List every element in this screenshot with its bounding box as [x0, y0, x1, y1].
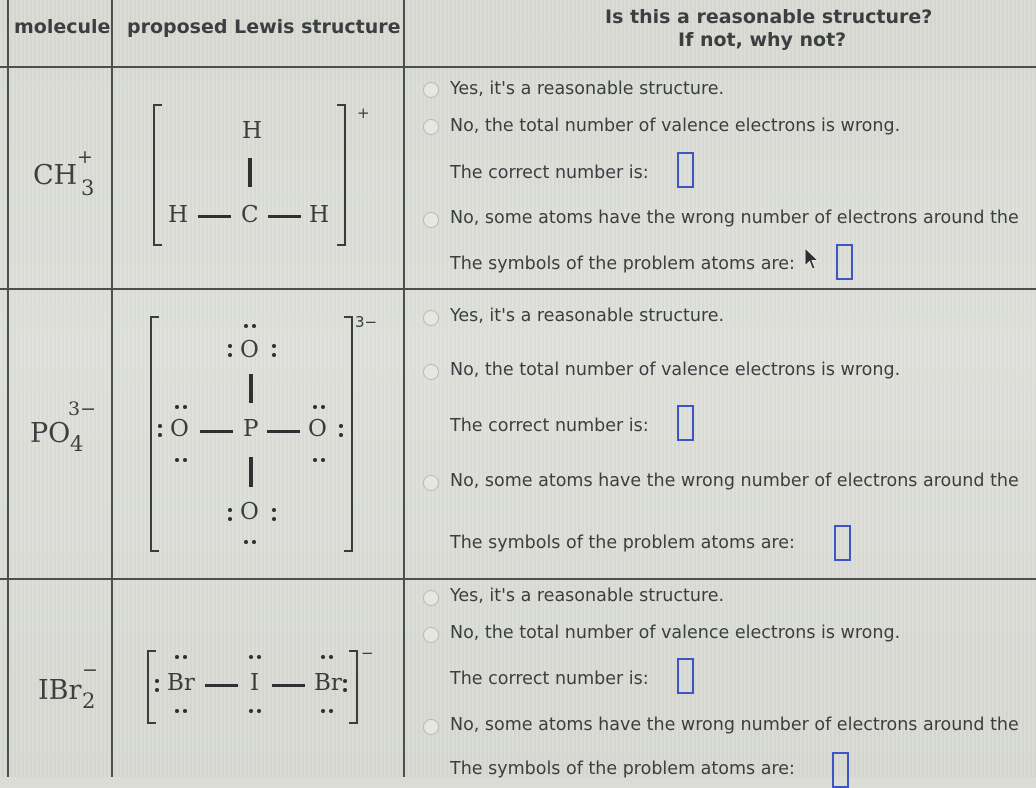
bond-p-o-right	[267, 430, 300, 433]
header-lewis-structure: proposed Lewis structure	[127, 16, 401, 38]
table-border-left	[7, 0, 9, 777]
molecule-formula: IBr	[38, 675, 82, 706]
structure-charge: +	[357, 104, 370, 122]
correct-number-label: The correct number is:	[450, 416, 649, 436]
lone-pair-dot	[158, 433, 162, 437]
problem-atoms-input-row1[interactable]	[836, 244, 853, 280]
bond-i-br-left	[205, 684, 238, 687]
option-wrong-total-label[interactable]: No, the total number of valence electrons is wrong.	[450, 116, 901, 136]
lone-pair-dot	[228, 517, 232, 521]
atom-h-left: H	[168, 202, 189, 228]
molecule-charge: −	[82, 659, 98, 681]
lone-pair-dot	[175, 458, 179, 462]
option-wrong-atoms-label[interactable]: No, some atoms have the wrong number of electrons around the	[450, 715, 1019, 735]
lone-pair-dot	[183, 458, 187, 462]
lone-pair-dot	[257, 709, 261, 713]
atom-i: I	[250, 670, 260, 696]
atom-o-bottom: O	[240, 499, 259, 525]
bracket-right	[337, 104, 346, 246]
bond-p-o-left	[200, 430, 233, 433]
lone-pair-dot	[257, 655, 261, 659]
molecule-subscript: 2	[82, 689, 96, 713]
bond-p-o-top	[249, 374, 253, 403]
radio-wrong-total-row1[interactable]	[423, 119, 439, 135]
molecule-po4-3minus	[30, 398, 97, 456]
correct-number-input-row1[interactable]	[677, 152, 694, 188]
bond-i-br-right	[272, 684, 305, 687]
row-divider-2	[0, 578, 1036, 580]
lone-pair-dot	[249, 709, 253, 713]
bracket-right	[344, 316, 353, 552]
radio-wrong-total-row2[interactable]	[423, 364, 439, 380]
structure-charge: −	[361, 644, 374, 662]
atom-o-right: O	[308, 416, 327, 442]
lone-pair-dot	[155, 688, 159, 692]
bracket-left	[147, 650, 156, 724]
atom-h-top: H	[242, 118, 263, 144]
lone-pair-dot	[321, 458, 325, 462]
option-wrong-total-label[interactable]: No, the total number of valence electrons is wrong.	[450, 360, 901, 380]
bond-c-h-top	[248, 158, 252, 187]
lone-pair-dot	[272, 508, 276, 512]
lone-pair-dot	[249, 655, 253, 659]
molecule-charge: 3−	[68, 398, 97, 420]
header-question-line1: Is this a reasonable structure?	[605, 6, 933, 28]
radio-wrong-atoms-row2[interactable]	[423, 475, 439, 491]
lone-pair-dot	[155, 679, 159, 683]
atom-o-top: O	[240, 337, 259, 363]
lone-pair-dot	[272, 353, 276, 357]
option-wrong-atoms-label[interactable]: No, some atoms have the wrong number of electrons around the	[450, 208, 1019, 228]
radio-yes-reasonable-row1[interactable]	[423, 82, 439, 98]
column-divider-1	[111, 0, 113, 777]
correct-number-label: The correct number is:	[450, 163, 649, 183]
molecule-ch3-plus	[33, 146, 95, 200]
molecule-ibr2-minus	[38, 659, 98, 713]
problem-atoms-label: The symbols of the problem atoms are:	[450, 533, 795, 553]
header-divider	[0, 66, 1036, 68]
atom-h-right: H	[309, 202, 330, 228]
lone-pair-dot	[313, 405, 317, 409]
lone-pair-dot	[183, 655, 187, 659]
option-wrong-atoms-label[interactable]: No, some atoms have the wrong number of electrons around the	[450, 471, 1019, 491]
option-yes-label[interactable]: Yes, it's a reasonable structure.	[450, 79, 725, 99]
lone-pair-dot	[183, 405, 187, 409]
problem-atoms-input-row2[interactable]	[834, 525, 851, 561]
lone-pair-dot	[272, 344, 276, 348]
atom-br-left: Br	[167, 670, 195, 696]
problem-atoms-input-row3[interactable]	[832, 752, 849, 788]
lone-pair-dot	[339, 433, 343, 437]
lone-pair-dot	[175, 405, 179, 409]
atom-o-left: O	[170, 416, 189, 442]
lone-pair-dot	[252, 324, 256, 328]
lone-pair-dot	[329, 709, 333, 713]
lone-pair-dot	[228, 508, 232, 512]
problem-atoms-label: The symbols of the problem atoms are:	[450, 254, 795, 274]
radio-yes-reasonable-row3[interactable]	[423, 590, 439, 606]
lone-pair-dot	[321, 405, 325, 409]
column-divider-2	[403, 0, 405, 777]
option-wrong-total-label[interactable]: No, the total number of valence electrons is wrong.	[450, 623, 901, 643]
lone-pair-dot	[183, 709, 187, 713]
lone-pair-dot	[339, 424, 343, 428]
lone-pair-dot	[321, 655, 325, 659]
structure-charge: 3−	[355, 313, 378, 331]
option-yes-label[interactable]: Yes, it's a reasonable structure.	[450, 586, 725, 606]
header-molecule: molecule	[14, 16, 111, 38]
lone-pair-dot	[329, 655, 333, 659]
bond-c-h-right	[268, 215, 301, 218]
bracket-left	[153, 104, 162, 246]
option-yes-label[interactable]: Yes, it's a reasonable structure.	[450, 306, 725, 326]
radio-wrong-total-row3[interactable]	[423, 627, 439, 643]
header-question-line2: If not, why not?	[678, 29, 847, 51]
lone-pair-dot	[252, 540, 256, 544]
atom-br-right: Br	[314, 670, 342, 696]
bracket-right	[349, 650, 358, 724]
molecule-subscript: 4	[70, 432, 84, 456]
bond-c-h-left	[198, 215, 231, 218]
molecule-charge: +	[77, 146, 93, 168]
radio-wrong-atoms-row3[interactable]	[423, 719, 439, 735]
lone-pair-dot	[313, 458, 317, 462]
problem-atoms-label: The symbols of the problem atoms are:	[450, 759, 795, 779]
atom-c: C	[241, 202, 259, 228]
molecule-formula: CH	[33, 160, 78, 191]
mouse-pointer-icon	[804, 247, 820, 271]
lone-pair-dot	[343, 688, 347, 692]
molecule-formula: PO	[30, 418, 71, 449]
radio-yes-reasonable-row2[interactable]	[423, 310, 439, 326]
correct-number-input-row2[interactable]	[677, 405, 694, 441]
correct-number-input-row3[interactable]	[677, 658, 694, 694]
lone-pair-dot	[321, 709, 325, 713]
lone-pair-dot	[228, 344, 232, 348]
atom-p: P	[243, 416, 259, 442]
lone-pair-dot	[175, 655, 179, 659]
bond-p-o-bottom	[249, 457, 253, 487]
row-divider-1	[0, 288, 1036, 290]
lone-pair-dot	[244, 540, 248, 544]
lone-pair-dot	[272, 517, 276, 521]
correct-number-label: The correct number is:	[450, 669, 649, 689]
lone-pair-dot	[343, 679, 347, 683]
radio-wrong-atoms-row1[interactable]	[423, 212, 439, 228]
molecule-subscript: 3	[81, 176, 95, 200]
lone-pair-dot	[158, 424, 162, 428]
lone-pair-dot	[228, 353, 232, 357]
lone-pair-dot	[244, 324, 248, 328]
lone-pair-dot	[175, 709, 179, 713]
